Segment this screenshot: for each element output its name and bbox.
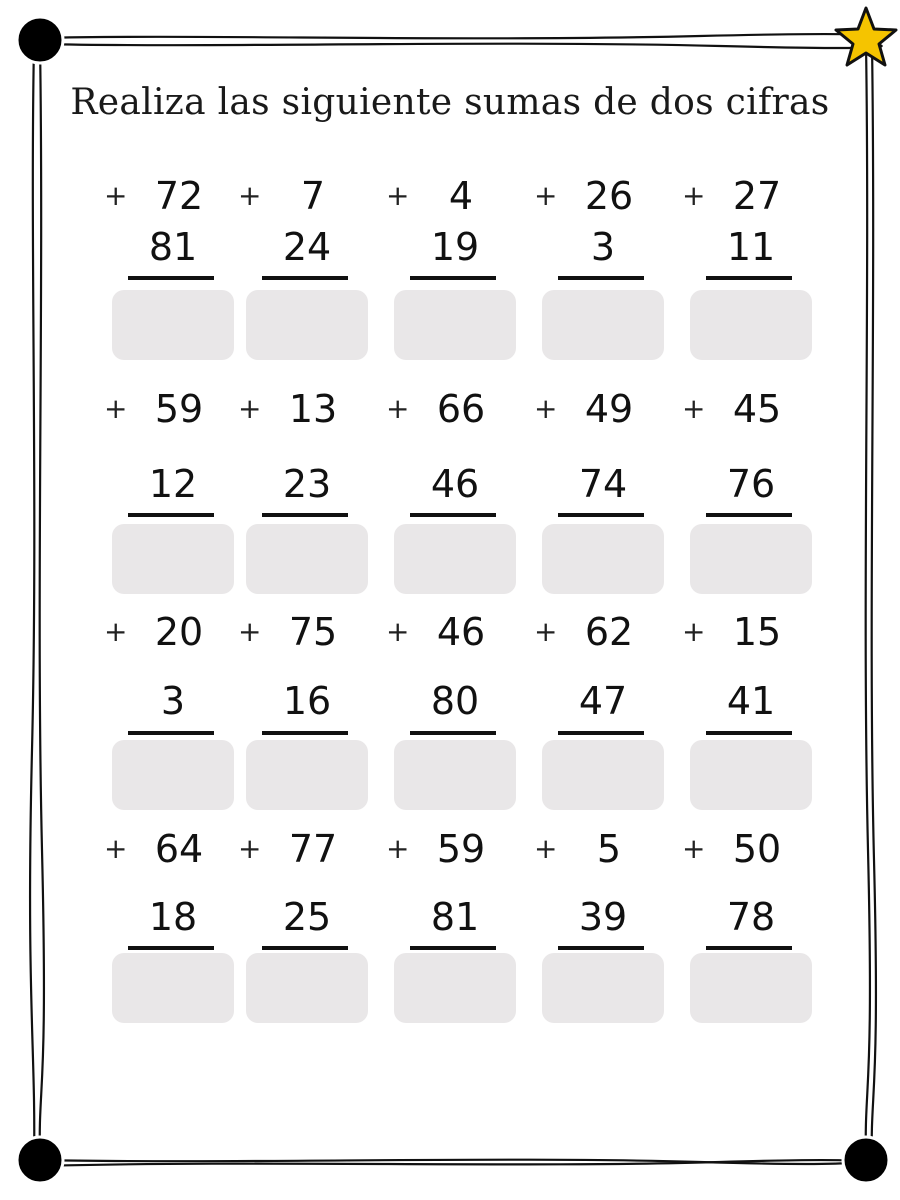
- addend-top: 20: [154, 610, 204, 654]
- plus-sign: +: [104, 392, 128, 425]
- addend-bottom: 76: [726, 462, 776, 506]
- addend-top: 13: [288, 387, 338, 431]
- sum-line: [558, 946, 644, 950]
- sum-line: [128, 731, 214, 735]
- answer-box[interactable]: [542, 290, 664, 360]
- addend-bottom: 23: [282, 462, 332, 506]
- answer-box[interactable]: [542, 524, 664, 594]
- sum-line: [410, 276, 496, 280]
- sum-line: [128, 276, 214, 280]
- addend-bottom: 81: [148, 225, 198, 269]
- addend-bottom: 39: [578, 895, 628, 939]
- sum-line: [128, 513, 214, 517]
- addend-bottom: 24: [282, 225, 332, 269]
- sum-line: [706, 946, 792, 950]
- addend-top: 75: [288, 610, 338, 654]
- addend-top: 46: [436, 610, 486, 654]
- answer-box[interactable]: [246, 740, 368, 810]
- answer-box[interactable]: [394, 524, 516, 594]
- answer-box[interactable]: [394, 740, 516, 810]
- addend-top: 59: [436, 827, 486, 871]
- sum-line: [706, 276, 792, 280]
- plus-sign: +: [104, 615, 128, 648]
- page-title: Realiza las siguiente sumas de dos cifras: [70, 82, 830, 123]
- addend-bottom: 19: [430, 225, 480, 269]
- addend-top: 64: [154, 827, 204, 871]
- addend-top: 15: [732, 610, 782, 654]
- addend-top: 26: [584, 174, 634, 218]
- addend-top: 5: [596, 827, 622, 871]
- corner-dot-top-left: [17, 17, 63, 63]
- addend-bottom: 25: [282, 895, 332, 939]
- sum-line: [262, 276, 348, 280]
- addend-bottom: 46: [430, 462, 480, 506]
- answer-box[interactable]: [542, 953, 664, 1023]
- addend-bottom: 81: [430, 895, 480, 939]
- addend-bottom: 3: [160, 679, 186, 723]
- sum-line: [128, 946, 214, 950]
- addend-bottom: 47: [578, 679, 628, 723]
- answer-box[interactable]: [690, 740, 812, 810]
- answer-box[interactable]: [690, 953, 812, 1023]
- answer-box[interactable]: [690, 524, 812, 594]
- addend-top: 50: [732, 827, 782, 871]
- plus-sign: +: [238, 615, 262, 648]
- sum-line: [706, 513, 792, 517]
- answer-box[interactable]: [394, 953, 516, 1023]
- addend-top: 7: [300, 174, 326, 218]
- sum-line: [558, 276, 644, 280]
- answer-box[interactable]: [690, 290, 812, 360]
- addend-bottom: 18: [148, 895, 198, 939]
- sum-line: [262, 731, 348, 735]
- sum-line: [262, 513, 348, 517]
- addend-top: 62: [584, 610, 634, 654]
- answer-box[interactable]: [246, 290, 368, 360]
- sum-line: [706, 731, 792, 735]
- addend-bottom: 3: [590, 225, 616, 269]
- plus-sign: +: [238, 179, 262, 212]
- plus-sign: +: [238, 832, 262, 865]
- addend-bottom: 16: [282, 679, 332, 723]
- addend-top: 59: [154, 387, 204, 431]
- addend-top: 27: [732, 174, 782, 218]
- plus-sign: +: [534, 179, 558, 212]
- answer-box[interactable]: [542, 740, 664, 810]
- addend-bottom: 11: [726, 225, 776, 269]
- plus-sign: +: [682, 179, 706, 212]
- answer-box[interactable]: [112, 953, 234, 1023]
- sum-line: [262, 946, 348, 950]
- sum-line: [410, 731, 496, 735]
- addend-top: 45: [732, 387, 782, 431]
- plus-sign: +: [104, 179, 128, 212]
- corner-dot-bottom-left: [17, 1137, 63, 1183]
- sum-line: [558, 513, 644, 517]
- plus-sign: +: [682, 615, 706, 648]
- addend-bottom: 78: [726, 895, 776, 939]
- plus-sign: +: [682, 392, 706, 425]
- plus-sign: +: [386, 615, 410, 648]
- answer-box[interactable]: [394, 290, 516, 360]
- sum-line: [410, 513, 496, 517]
- answer-box[interactable]: [246, 953, 368, 1023]
- sum-line: [558, 731, 644, 735]
- plus-sign: +: [238, 392, 262, 425]
- plus-sign: +: [386, 832, 410, 865]
- plus-sign: +: [386, 179, 410, 212]
- addend-top: 77: [288, 827, 338, 871]
- plus-sign: +: [682, 832, 706, 865]
- answer-box[interactable]: [112, 290, 234, 360]
- answer-box[interactable]: [112, 740, 234, 810]
- plus-sign: +: [104, 832, 128, 865]
- addend-top: 66: [436, 387, 486, 431]
- plus-sign: +: [534, 615, 558, 648]
- addend-bottom: 74: [578, 462, 628, 506]
- plus-sign: +: [534, 392, 558, 425]
- addend-top: 4: [448, 174, 474, 218]
- addend-bottom: 80: [430, 679, 480, 723]
- addend-top: 72: [154, 174, 204, 218]
- answer-box[interactable]: [112, 524, 234, 594]
- sum-line: [410, 946, 496, 950]
- plus-sign: +: [386, 392, 410, 425]
- addend-bottom: 41: [726, 679, 776, 723]
- plus-sign: +: [534, 832, 558, 865]
- addend-bottom: 12: [148, 462, 198, 506]
- corner-dot-bottom-right: [843, 1137, 889, 1183]
- addend-top: 49: [584, 387, 634, 431]
- answer-box[interactable]: [246, 524, 368, 594]
